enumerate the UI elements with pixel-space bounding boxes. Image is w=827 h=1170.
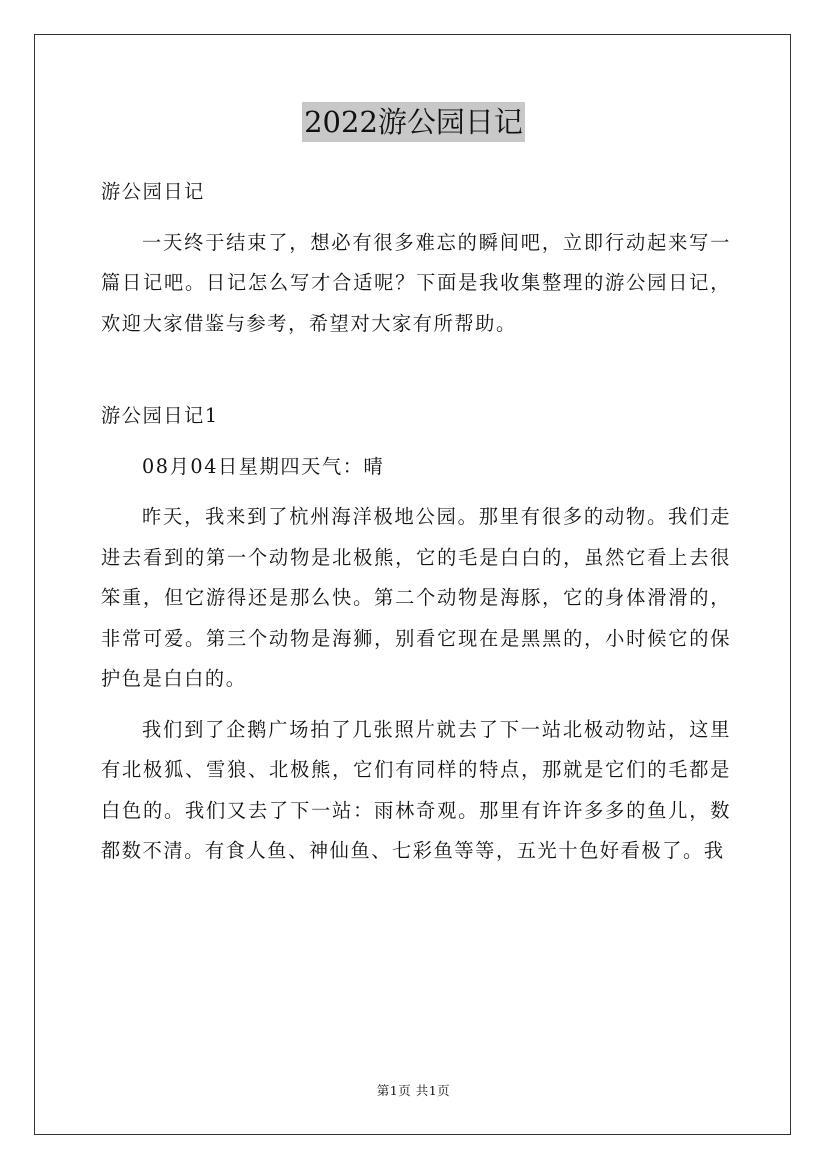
section-heading: 游公园日记1 [101,404,219,427]
page-footer: 第1页 共1页 [376,1083,451,1098]
document-title: 2022游公园日记 [302,102,525,142]
subtitle: 游公园日记 [101,180,205,203]
document-body [101,172,731,872]
intro-paragraph: 一天终于结束了，想必有很多难忘的瞬间吧，立即行动起来写一篇日记吧。日记怎么写才合适呢？下面是我收集整理的游公园日记，欢迎大家借鉴与参考，希望对大家有所帮助。 [101,230,731,335]
paragraph-2: 我们到了企鹅广场拍了几张照片就去了下一站北极动物站，这里有北极狐、雪狼、北极熊，它们有同样的特点，那就是它们的毛都是白色的。我们又去了下一站：雨林奇观。那里有许许多多的鱼儿，数都数不清。有食人鱼、神仙鱼、七彩鱼等等，五光十色好看极了。我 [101,717,731,862]
date-weather-line: 08月04日星期四天气：晴 [142,454,385,478]
title-wrap [0,102,827,142]
paragraph-1: 昨天，我来到了杭州海洋极地公园。那里有很多的动物。我们走进去看到的第一个动物是北极熊，它的毛是白白的，虽然它看上去很笨重，但它游得还是那么快。第二个动物是海豚，它的身体滑滑的，非常可爱。第三个动物是海狮，别看它现在是黑黑的，小时候它的保护色是白白的。 [101,505,731,690]
